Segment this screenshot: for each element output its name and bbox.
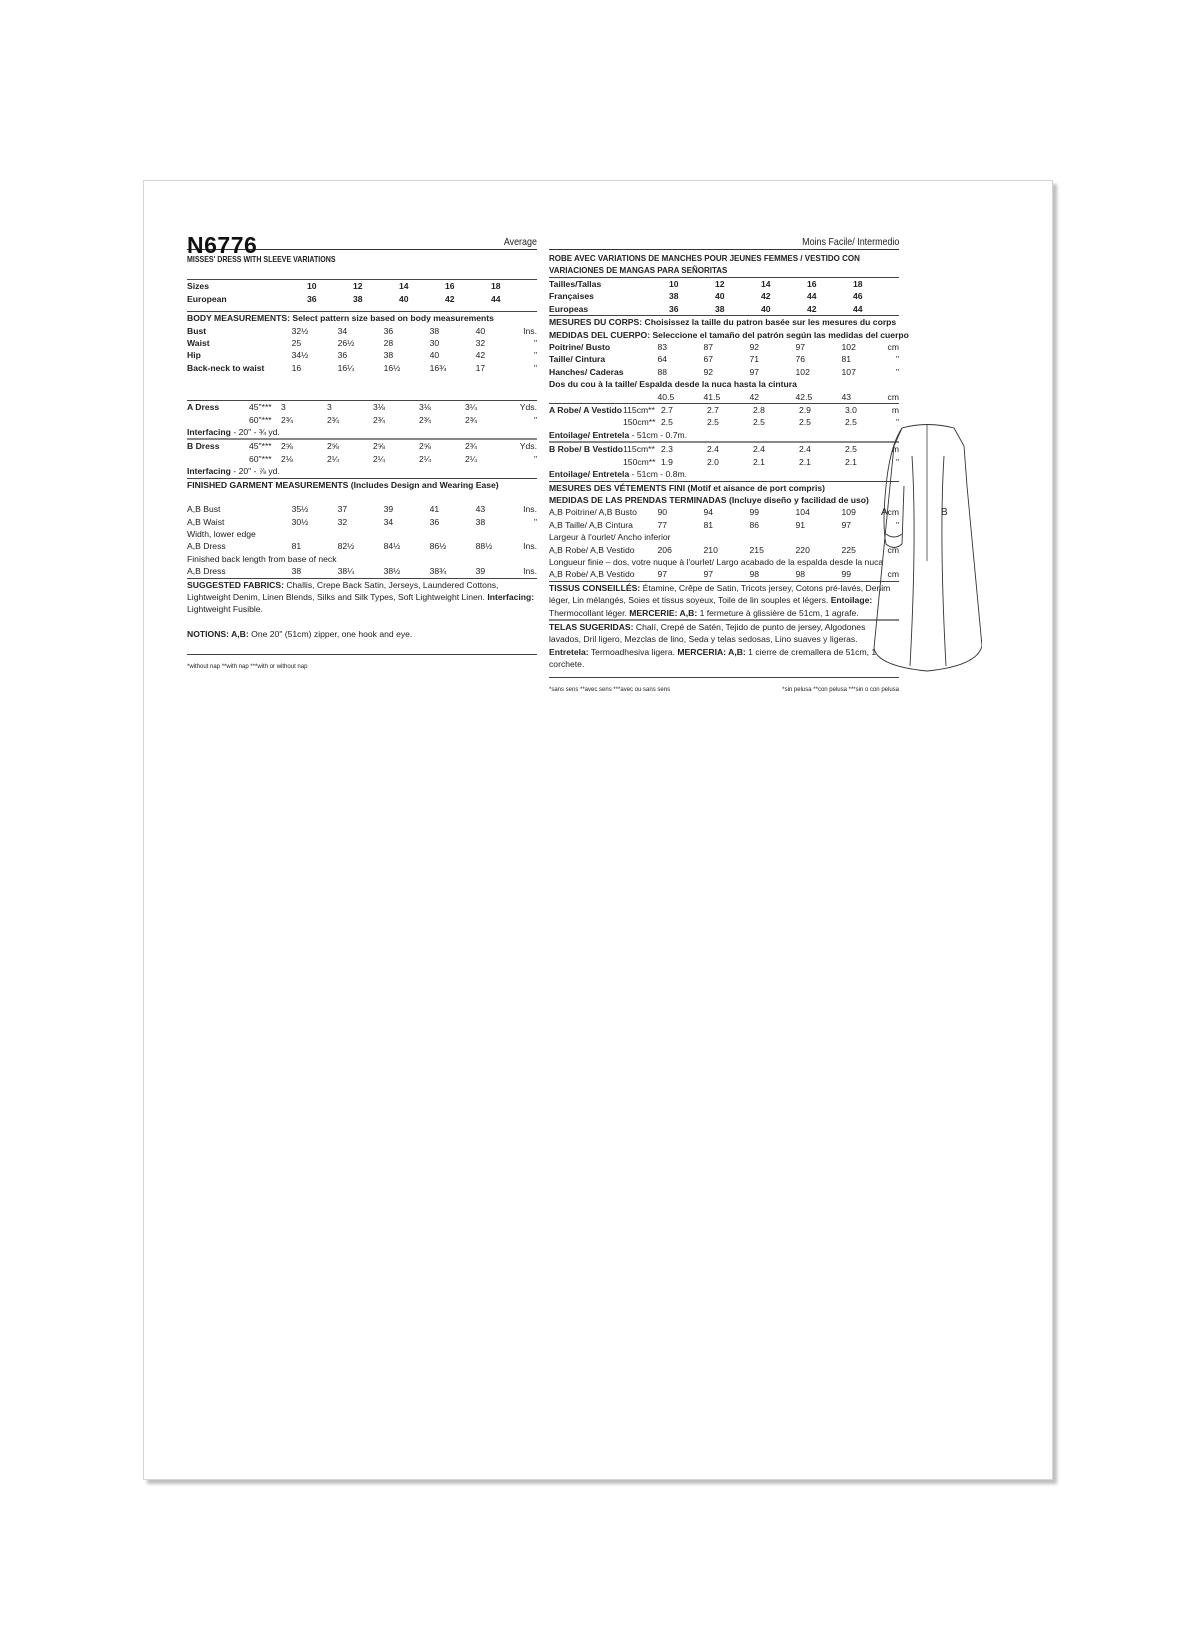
finished-measurements-header-es: MEDIDAS DE LAS PRENDAS TERMINADAS (Incluye diseño y facilidad de uso) [549,494,869,505]
english-column [187,227,537,674]
francaises-row: Françaises 38 40 42 44 46 [549,291,863,302]
table-row: 60"*** 2⅛ 2¼ 2¼ 2¼ 2¼ " [249,453,537,464]
sizes-row: Tailles/Tallas 10 12 14 16 18 [549,279,863,289]
b-robe-yardage-table [549,443,899,468]
size-table-fr-es [549,278,899,315]
table-row: A,B Waist 30½ 32 34 36 38 " [187,516,537,527]
body-measurements-table [187,325,537,375]
tissus-conseilles: TISSUS CONSEILLÉS: Étamine, Crêpe de Satin, Tricots jersey, Cotons pré-lavés, Denim léger, Lin mélangés, Soies et tissus soyeux, Toile de lin souples et légers. Entoilage: Thermocollant léger. MERCERIE: A,B: 1 fermeture à glissière de 51cm, 1 agrafe. [549,582,891,618]
body-measurements-header: BODY MEASUREMENTS: Select pattern size based on body measurements [187,313,494,324]
a-dress-yardage-table [187,401,537,426]
finished-measurements-header: FINISHED GARMENT MEASUREMENTS (Includes Design and Wearing Ease) [187,479,499,490]
a-robe-yardage-table [549,404,899,429]
a-interfacing: Interfacing - 20" - ¾ yd. [187,427,280,438]
pattern-title: MISSES' DRESS WITH SLEEVE VARIATIONS [187,255,336,264]
pattern-code: N6776 [187,231,258,258]
table-row: Back-neck to waist 16 16¼ 16½ 16¾ 17 " [187,362,537,373]
suggested-fabrics: SUGGESTED FABRICS: Challis, Crepe Back Satin, Jerseys, Laundered Cottons, Lightweight Denim, Linen Blends, Silks and Silk Types, Soft Lightweight Linen. Interfacing: Lightweight Fusible. [187,579,535,615]
pattern-title-fr-es: ROBE AVEC VARIATIONS DE MANCHES POUR JEUNES FEMMES / VESTIDO CON VARIACIONES DE MANGAS PARA SEÑORITAS [549,254,860,275]
finished-measurements-header-fr: MESURES DES VÉTEMENTS FINI (Motif et aisance de port compris) [549,482,825,493]
difficulty-label-fr-es: Moins Facile/ Intermedio [801,235,899,248]
table-row: A,B Robe/ A,B Vestido 206 210 215 220 225 cm [549,544,899,555]
table-row: 150cm** 1.9 2.0 2.1 2.1 2.1 " [623,456,899,467]
table-row: B Dress 45"*** 2⅝ 2⅝ 2⅝ 2⅝ 2¾ Yds. [187,441,537,452]
b-interfacing: Interfacing - 20" - ⅞ yd. [187,466,280,477]
sizes-row: Sizes 10 12 14 16 18 [187,281,501,292]
view-b-label: B [941,507,948,518]
finished-measurements-table-fr-es: A,B Poitrine/ A,B Busto 90 94 99 104 109 cm A,B Taille/ A,B Cintura 77 81 86 91 97 " Largeur à l'ourlet/ Ancho inferior A,B Robe/ A,B Vestido 206 210 215 220 225 cm Longueur finie – dos, votre nuque à l'ourlet/ Largo acabado de la espalda desde la nuca A,B Robe/ A,B Vestido 97 97 98 98 99 cm [549,507,899,580]
b-entoilage: Entoilage/ Entretela - 51cm - 0.8m. [549,469,688,480]
pattern-header [187,227,537,258]
sizes-label: Sizes [187,281,209,292]
nap-footnote-fr-es: *sans sens **avec sens ***avec ou sans sens *sin pelusa **con pelusa ***sin o con pelusa [549,686,899,693]
european-row: European 36 38 40 42 44 [187,293,501,304]
french-spanish-column [549,227,909,696]
telas-sugeridas: TELAS SUGERIDAS: Chalí, Crepé de Satén, Tejido de punto de jersey, Algodones lavados, Dril ligero, Mezclas de lino, Seda y telas sedosas, Lino suaves y ligeras. Entretela: Termoadhesiva ligera. MERCERIA: A,B: 1 cierre de cremallera de 51cm, 1 corchete. [549,621,877,670]
table-row: 40.5 41.5 42 42.5 43 cm [657,391,899,402]
table-row: 60"*** 2¾ 2¾ 2¾ 2¾ 2¾ " [249,414,537,425]
table-row: A,B Robe/ A,B Vestido 97 97 98 98 99 cm [549,569,899,580]
table-row: Poitrine/ Busto 83 87 92 97 102 cm [549,342,899,353]
pattern-envelope-back [143,180,1053,1480]
table-row: A,B Bust 35½ 37 39 41 43 Ins. [187,504,537,515]
table-row: A,B Poitrine/ A,B Busto 90 94 99 104 109 cm [549,507,899,518]
pattern-header-fr-es [549,227,899,250]
a-entoilage: Entoilage/ Entretela - 51cm - 0.7m. [549,429,688,440]
b-dress-yardage-table [187,440,537,465]
table-row: A,B Taille/ A,B Cintura 77 81 86 91 97 " [549,519,899,530]
body-measurements-header-fr: MESURES DU CORPS: Choisissez la taille du patron basée sur les mesures du corps [549,317,897,328]
table-row: Bust 32½ 34 36 38 40 Ins. [187,325,537,336]
notions: NOTIONS: A,B: One 20" (51cm) zipper, one hook and eye. [187,628,413,639]
table-row: Waist 25 26½ 28 30 32 " [187,338,537,349]
size-table [187,280,537,305]
table-row: A Dress 45"*** 3 3 3⅛ 3⅛ 3¼ Yds. [187,402,537,413]
body-measurements-header-es: MEDIDAS DEL CUERPO: Seleccione el tamaño del patrón según las medidas del cuerpo [549,329,909,340]
table-row: Hip 34½ 36 38 40 42 " [187,350,537,361]
nap-footnote: *without nap **with nap ***with or without nap [187,664,308,671]
dress-back-view-illustration [872,416,982,726]
table-row: 150cm** 2.5 2.5 2.5 2.5 2.5 " [623,417,899,428]
difficulty-label: Average [503,235,537,248]
table-row: A,B Dress 38 38¼ 38½ 38¾ 39 Ins. [187,566,537,577]
europeas-row: Europeas 36 38 40 42 44 [549,303,863,314]
finished-measurements-table: A,B Bust 35½ 37 39 41 43 Ins. A,B Waist 30½ 32 34 36 38 " Width, lower edge A,B Dress 81 82½ 84½ 86½ 88½ Ins. Finished back length from base of neck A,B Dress 38 38¼ 38½ 38¾ 39 Ins. [187,504,537,577]
table-row: B Robe/ B Vestido 115cm** 2.3 2.4 2.4 2.4 2.5 m [549,444,899,455]
table-row: A Robe/ A Vestido 115cm** 2.7 2.7 2.8 2.9 3.0 m [549,405,899,416]
table-row: Taille/ Cintura 64 67 71 76 81 " [549,354,899,365]
table-row: A,B Dress 81 82½ 84½ 86½ 88½ Ins. [187,541,537,552]
view-a-label: A [881,507,888,518]
table-row: Hanches/ Caderas 88 92 97 102 107 " [549,366,899,377]
body-measurements-table-fr-es: Poitrine/ Busto 83 87 92 97 102 cm Taille/ Cintura 64 67 71 76 81 " Hanches/ Caderas 88 92 97 102 107 " Dos du cou à la taille/ Espalda desde la nuca hasta la cintura 40.5 41.5 42 42.5 43 cm [549,342,899,402]
